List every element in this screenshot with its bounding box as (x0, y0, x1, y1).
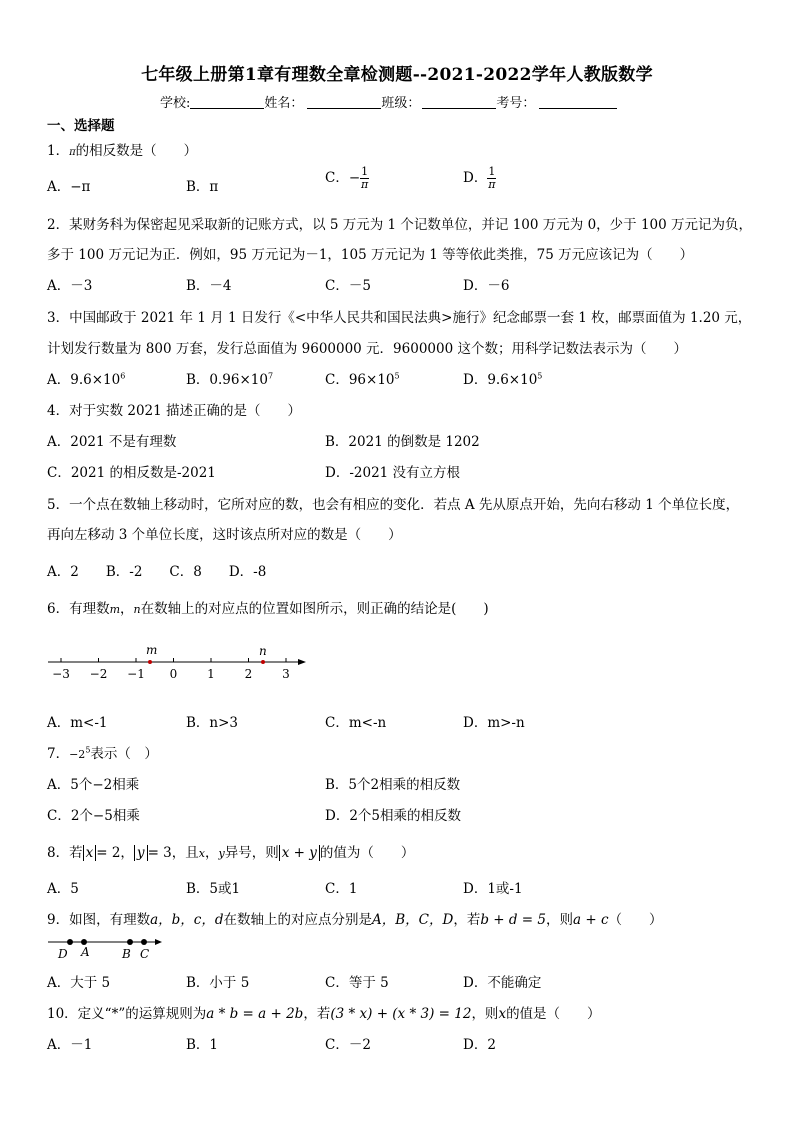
question-6-option-b: B．n>3 (186, 715, 239, 731)
question-8-option-b: B．5或1 (186, 881, 241, 897)
question-3-option-c: C．$96\times 10^5$ (325, 371, 400, 388)
question-4-option-c: C．2021 的相反数是-2021 (47, 465, 216, 481)
question-7-stem: 7．$-2^5$表示（ ） (47, 745, 158, 762)
question-1-option-b: B．π (186, 179, 219, 195)
point-c (141, 939, 147, 945)
axis-tick-label: 3 (282, 667, 290, 681)
question-5-options: A．2 B．-2 C．8 D．-8 (47, 564, 267, 580)
school-label: 学校: (160, 96, 191, 111)
question-1-option-a: A．−π (47, 179, 91, 195)
label-c: C (140, 947, 150, 961)
question-7-option-b: B．5个2相乘的相反数 (325, 777, 461, 793)
question-4-stem: 4．对于实数 2021 描述正确的是（ ） (47, 403, 302, 419)
point-b (127, 939, 133, 945)
page-title: 七年级上册第1章有理数全章检测题--2021-2022学年人教版数学 (141, 65, 653, 85)
question-2-option-a: A．－3 (47, 278, 93, 294)
point-m (148, 660, 152, 664)
question-6-option-d: D．m>-n (463, 715, 525, 731)
question-4-option-b: B．2021 的倒数是 1202 (325, 434, 480, 450)
axis-tick-label: −1 (127, 667, 145, 681)
question-4-option-d: D．-2021 没有立方根 (325, 465, 461, 481)
class-blank (422, 95, 496, 109)
question-2-stem-line-2: 多于 100 万元记为正．例如，95 万元记为－1，105 万元记为 1 等等依此类推，75 万元应该记为（ ） (47, 247, 694, 263)
fraction: $\frac{1}{\pi}$ (361, 165, 369, 191)
question-9-option-d: D．不能确定 (463, 975, 542, 991)
axis-tick-label: 0 (169, 667, 178, 681)
label-d: D (58, 947, 68, 961)
question-7-option-d: D．2个5相乘的相反数 (325, 808, 462, 824)
question-2-option-b: B．－4 (186, 278, 232, 294)
question-6-stem: 6．有理数m，n在数轴上的对应点的位置如图所示，则正确的结论是( ) (47, 601, 489, 617)
question-3-option-b: B．$0.96\times 10^7$ (186, 371, 274, 388)
question-6-option-a: A．m<-1 (47, 715, 108, 731)
axis-ticks (52, 658, 290, 681)
question-9-stem: 9．如图，有理数a，b，c，d在数轴上的对应点分别是A，B，C，D，若b + d = 5，则a + c（ ） (47, 912, 663, 928)
label-n: n (259, 644, 267, 658)
question-9-option-b: B．小于 5 (186, 975, 250, 991)
name-label: 姓名： (264, 96, 304, 111)
question-8-option-a: A．5 (47, 881, 79, 897)
axis-arrow (155, 939, 162, 945)
axis-tick-label: 2 (244, 667, 253, 681)
question-9-number-line (46, 934, 166, 962)
point-d (67, 939, 73, 945)
question-5-stem-line-2: 再向左移动 3 个单位长度，这时该点所对应的数是（ ） (47, 527, 402, 543)
point-n (261, 660, 265, 664)
question-1-option-d: D． $\frac{1}{\pi}$ (463, 165, 496, 191)
question-2-stem-line-1: 2．某财务科为保密起见采取新的记账方式，以 5 万元为 1 个记数单位，并记 100 万元为 0，少于 100 万元记为负， (47, 217, 753, 233)
label-a: A (81, 945, 90, 959)
question-10-option-b: B．1 (186, 1037, 219, 1053)
question-7-option-a: A．5个−2相乘 (47, 777, 140, 793)
fraction: $\frac{1}{\pi}$ (488, 165, 496, 191)
question-8-option-d: D．1或-1 (463, 881, 523, 897)
axis-tick-label: −3 (52, 667, 70, 681)
question-2-option-c: C．－5 (325, 278, 371, 294)
question-5-stem-line-1: 5．一个点在数轴上移动时，它所对应的数，也会有相应的变化．若点 A 先从原点开始，先向右移动 1 个单位长度， (47, 497, 740, 513)
question-10-option-a: A．－1 (47, 1037, 93, 1053)
question-1-stem: 1．π的相反数是（ ） (47, 143, 198, 159)
school-blank (190, 95, 264, 109)
question-8-stem: 8．若 x = 2， y = 3，且x，y异号，则 x + y 的值为（ ） (47, 845, 415, 861)
axis-arrow (298, 659, 306, 665)
axis-tick-label: 1 (207, 667, 215, 681)
question-4-option-a: A．2021 不是有理数 (47, 434, 177, 450)
label-m: m (146, 643, 158, 657)
label-b: B (122, 947, 131, 961)
section-heading: 一、选择题 (47, 118, 115, 134)
question-9-option-a: A．大于 5 (47, 975, 111, 991)
question-7-option-c: C．2个−5相乘 (47, 808, 140, 824)
class-label: 班级： (381, 96, 421, 111)
question-6-option-c: C．m<-n (325, 715, 387, 731)
question-3-option-a: A．$9.6\times 10^6$ (47, 371, 126, 388)
question-10-option-d: D．2 (463, 1037, 496, 1053)
question-3-stem-line-2: 计划发行数量为 800 万套，发行总面值为 9600000 元．9600000 这个数；用科学记数法表示为（ ） (47, 341, 687, 357)
question-8-option-c: C．1 (325, 881, 358, 897)
exam-no-blank (539, 95, 617, 109)
question-2-option-d: D．－6 (463, 278, 510, 294)
question-9-option-c: C．等于 5 (325, 975, 389, 991)
question-6-number-line (44, 640, 314, 685)
question-10-stem: 10．定义“*”的运算规则为a * b = a + 2b，若(3 * x) + (x * 3) = 12，则x的值是（ ） (47, 1006, 601, 1022)
question-10-option-c: C．－2 (325, 1037, 371, 1053)
student-info-line (160, 92, 617, 111)
axis-tick-label: −2 (89, 667, 108, 681)
exam-no-label: 考号： (496, 96, 536, 111)
question-3-option-d: D．$9.6\times 10^5$ (463, 371, 543, 388)
name-blank (307, 95, 381, 109)
question-1-option-c: C．− $\frac{1}{\pi}$ (325, 165, 369, 191)
question-3-stem-line-1: 3．中国邮政于 2021 年 1 月 1 日发行《<中华人民共和国民法典>施行》纪念邮票一套 1 枚，邮票面值为 1.20 元， (47, 310, 752, 326)
